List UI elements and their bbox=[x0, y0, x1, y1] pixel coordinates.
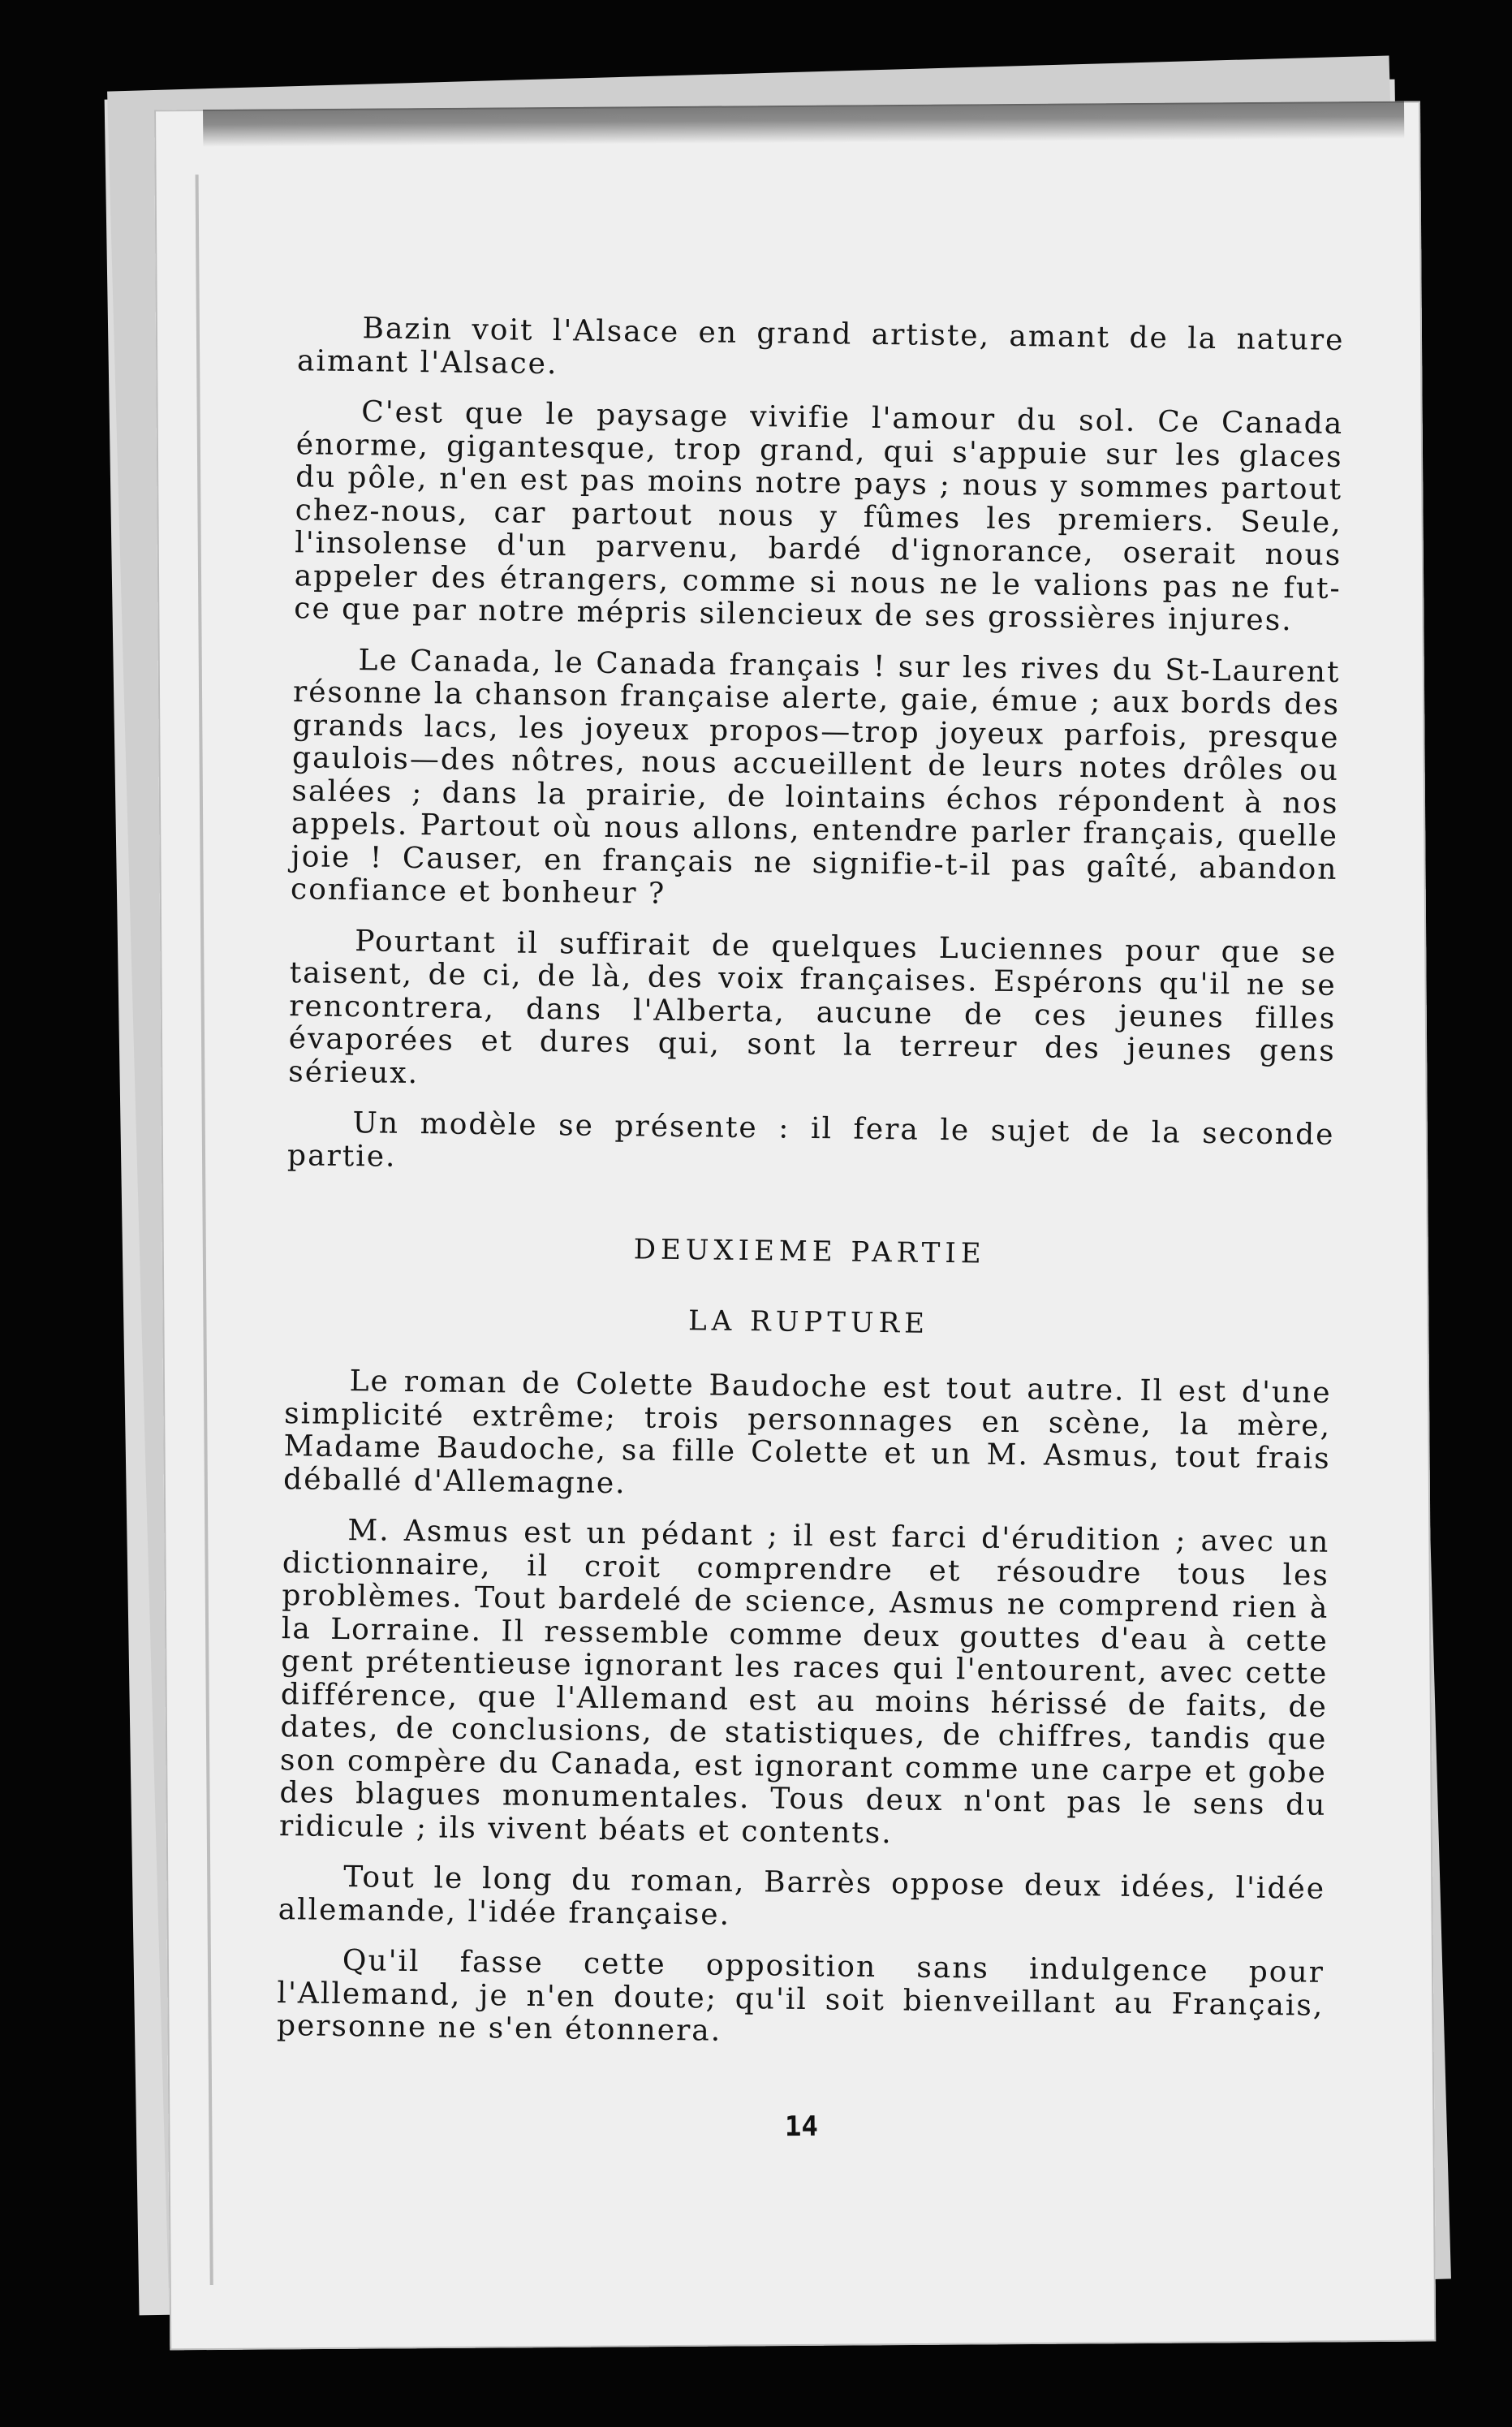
paragraph: M. Asmus est un pédant ; il est farci d'érudition ; avec un dictionnaire, il croit comprendre et résoudre tous les problèmes. Tout bardelé de science, Asmus ne comprend rien à la Lorraine. Il ressemble comme deux gouttes d'eau à cette gent prétentieuse ignorant les races qui l'entourent, avec cette différence, que l'Allemand est au moins hérissé de faits, de dates, de conclusions, de statistiques, de chiffres, tandis que son compère du Canada, est ignorant comme une carpe et gobe des blagues monumentales. Tous deux n'ont pas le sens du ridicule ; ils vivent béats et contents. bbox=[278, 1514, 1330, 1850]
document-page bbox=[154, 101, 1436, 2351]
paragraph: Un modèle se présente : il fera le sujet de la seconde partie. bbox=[286, 1106, 1335, 1174]
page-edge bbox=[196, 175, 213, 2285]
page-content bbox=[276, 312, 1344, 2073]
page-number: 14 bbox=[784, 2110, 818, 2144]
paragraph: Tout le long du roman, Barrès oppose deux idées, l'idée allemande, l'idée française. bbox=[278, 1860, 1326, 1932]
paragraph: C'est que le paysage vivifie l'amour du sol. Ce Canada énorme, gigantesque, trop grand, qui s'appuie sur les glaces du pôle, n'en est pas moins notre pays ; nous y sommes partout chez-nous, car partout nous y fûmes les premiers. Seule, l'insolense d'un parvenu, bardé d'ignorance, oserait nous appeler des étrangers, comme si nous ne le valions pas ne fut-ce que par notre mépris silencieux de ses grossières injures. bbox=[294, 395, 1344, 638]
section-subtitle: LA RUPTURE bbox=[687, 1304, 930, 1340]
paragraph: Le Canada, le Canada français ! sur les rives du St-Laurent résonne la chanson française alerte, gaie, émue ; aux bords des grands lacs, les joyeux propos—trop joyeux parfois, presque gaulois—des nôtres, nous accueillent de leurs notes drôles ou salées ; dans la prairie, de lointains échos répondent à nos appels. Partout où nous allons, entendre parler français, quelle joie ! Causer, en français ne signifie-t-il pas gaîté, abandon confiance et bonheur ? bbox=[290, 643, 1341, 911]
paragraph: Le roman de Colette Baudoche est tout autre. Il est d'une simplicité extrême; trois personnages en scène, la mère, Madame Baudoche, sa fille Colette et un M. Asmus, tout frais déballé d'Allemagne. bbox=[282, 1364, 1332, 1500]
scan-artifact bbox=[203, 101, 1404, 147]
section-title: DEUXIEME PARTIE bbox=[633, 1233, 986, 1270]
paragraph: Qu'il fasse cette opposition sans indulgence pour l'Allemand, je n'en doute; qu'il soit bienveillant au Français, personne ne s'en étonnera. bbox=[276, 1944, 1325, 2048]
paragraph: Pourtant il suffirait de quelques Luciennes pour que se taisent, de ci, de là, des voix françaises. Espérons qu'il ne se rencontrera, dans l'Alberta, aucune de ces jeunes filles évaporées et dures qui, sont la terreur des jeunes gens sérieux. bbox=[288, 924, 1338, 1090]
paragraph: Bazin voit l'Alsace en grand artiste, amant de la nature aimant l'Alsace. bbox=[296, 312, 1345, 381]
